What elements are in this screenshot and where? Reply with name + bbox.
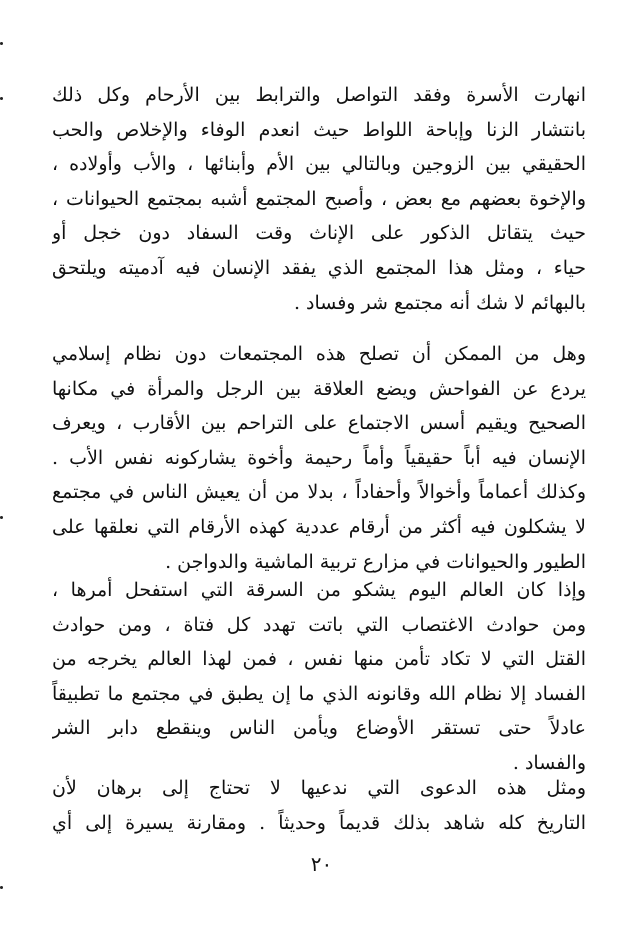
text-line: حياء ، ومثل هذا المجتمع الذي يفقد الإنسان فيه آدميته ويلتحق	[52, 256, 586, 279]
paragraph-3	[52, 573, 586, 781]
scan-margin-mark	[0, 516, 3, 519]
text-line: والإخوة بعضهم مع بعض ، وأصبح المجتمع أشبه بمجتمع الحيوانات ،	[52, 187, 586, 210]
text-line: لا يشكلون فيه أكثر من أرقام عددية كهذه الأرقام التي نعلقها على	[52, 515, 586, 538]
text-line: وإذا كان العالم اليوم يشكو من السرقة التي استفحل أمرها ،	[52, 579, 586, 601]
text-line: القتل التي لا تكاد تأمن منها نفس ، فمن لهذا العالم يخرجه من	[52, 648, 586, 671]
text-line: وهل من الممكن أن تصلح هذه المجتمعات دون نظام إسلامي	[52, 343, 586, 365]
text-line: ومن حوادث الاغتصاب التي باتت تهدد كل فتاة ، ومن حوادث	[52, 613, 586, 636]
text-line: ومثل هذه الدعوى التي ندعيها لا تحتاج إلى برهان لأن	[52, 777, 586, 799]
text-line: الطيور والحيوانات في مزارع تربية الماشية والدواجن .	[165, 550, 586, 573]
text-line: الفساد إلا نظام الله وقانونه الذي ما إن يطبق في مجتمع ما تطبيقاً	[52, 682, 586, 705]
text-line: الإنسان فيه أباً حقيقياً وأماً رحيمة وأخوة يشاركونه نفس الأب .	[52, 446, 586, 469]
text-line: يردع عن الفواحش ويضع العلاقة بين الرجل والمرأة في مكانها	[52, 377, 586, 400]
text-line: حيث يتقاتل الذكور على الإناث وقت السفاد دون خجل أو	[52, 222, 586, 245]
paragraph-4	[52, 771, 586, 840]
text-line: والفساد .	[512, 751, 586, 774]
paragraph-2	[52, 337, 586, 579]
scan-margin-mark	[0, 97, 3, 100]
text-line: الصحيح ويقيم أسس الاجتماع على التراحم بين الأقارب ، ويعرف	[52, 412, 586, 435]
text-line: انهارت الأسرة وفقد التواصل والترابط بين الأرحام وكل ذلك	[52, 84, 586, 106]
text-line: التاريخ كله شاهد بذلك قديماً وحديثاً . ومقارنة يسيرة إلى أي	[52, 811, 586, 834]
text-line: بالبهائم لا شك أنه مجتمع شر وفساد .	[293, 291, 586, 314]
text-line: الحقيقي بين الزوجين وبالتالي بين الأم وأبنائها ، والأب وأولاده ،	[52, 153, 586, 176]
paragraph-1	[52, 78, 586, 320]
scan-margin-mark	[0, 886, 3, 889]
text-line: بانتشار الزنا وإباحة اللواط حيث انعدم الوفاء والإخلاص والحب	[52, 118, 586, 141]
scan-margin-mark	[0, 42, 3, 45]
text-line: وكذلك أعماماً وأخوالاً وأحفاداً ، بدلا من أن يعيش الناس في مجتمع	[52, 481, 586, 504]
page-number: ٢٠	[310, 852, 333, 876]
text-line: عادلاً حتى تستقر الأوضاع ويأمن الناس وينقطع دابر الشر	[52, 717, 586, 740]
